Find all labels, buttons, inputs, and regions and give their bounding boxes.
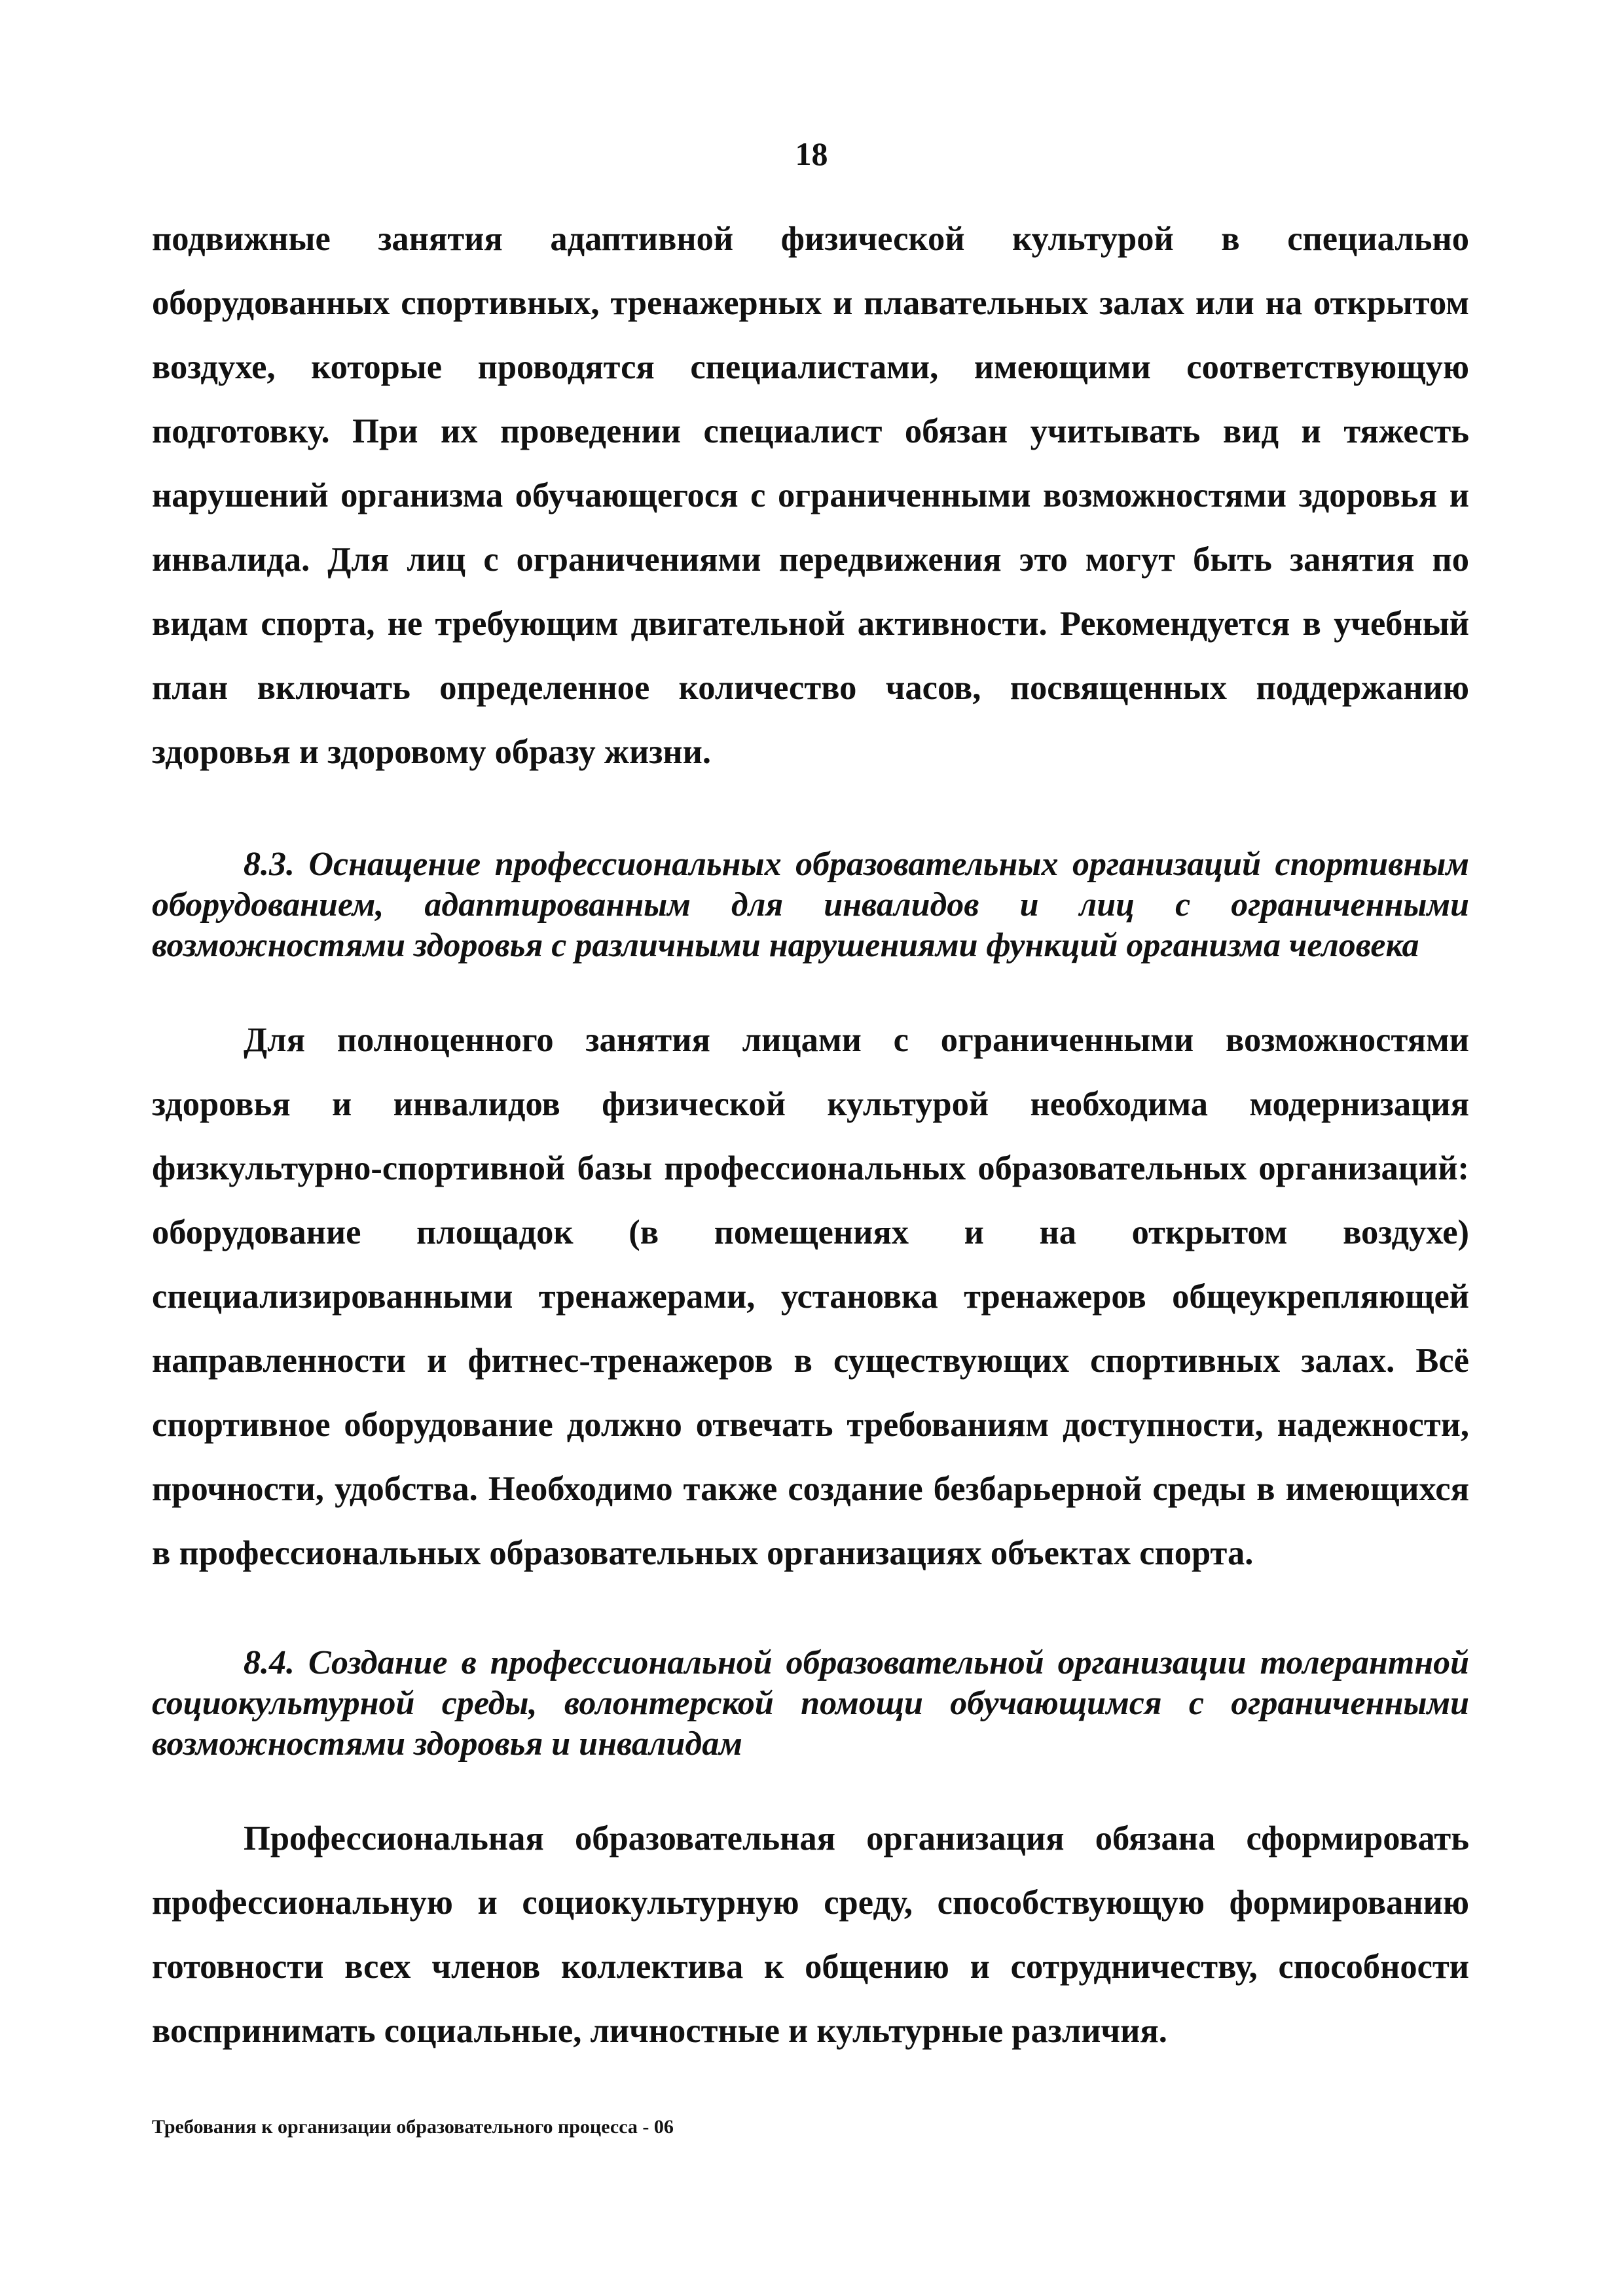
- section-heading-8-3: 8.3. Оснащение профессиональных образовательных организаций спортивным оборудованием, адаптированным для инвалидов и лиц с ограниченными возможностями здоровья с различными нарушениями функций организма человека: [152, 846, 1469, 964]
- section-heading-8-4: 8.4. Создание в профессиональной образовательной организации толерантной социокультурной среды, волонтерской помощи обучающимся с ограниченными возможностями здоровья и инвалидам: [152, 1644, 1469, 1763]
- paragraph-8-4: Профессиональная образовательная организация обязана сформировать профессиональную и социокультурную среду, способствующую формированию готовности всех членов коллектива к общению и сотрудничеству, способности воспринимать социальные, личностные и культурные различия.: [152, 1820, 1469, 2050]
- paragraph-8-3: Для полноценного занятия лицами с ограниченными возможностями здоровья и инвалидов физической культурой необходима модернизация физкультурно-спортивной базы профессиональных образовательных организаций: оборудование площадок (в помещениях и на открытом воздухе) специализированными тренажерами, установка тренажеров общеукрепляющей направленности и фитнес-тренажеров в существующих спортивных залах. Всё спортивное оборудование должно отвечать требованиям доступности, надежности, прочности, удобства. Необходимо также создание безбарьерной среды в имеющихся в профессиональных образовательных организациях объектах спорта.: [152, 1021, 1469, 1572]
- page-number: 18: [795, 135, 828, 172]
- document-footer: Требования к организации образовательного процесса - 06: [152, 2116, 674, 2138]
- paragraph-continuation: подвижные занятия адаптивной физической культурой в специально оборудованных спортивных, тренажерных и плавательных залах или на открытом воздухе, которые проводятся специалистами, имеющими соответствующую подготовку. При их проведении специалист обязан учитывать вид и тяжесть нарушений организма обучающегося с ограниченными возможностями здоровья и инвалида. Для лиц с ограничениями передвижения это могут быть занятия по видам спорта, не требующим двигательной активности. Рекомендуется в учебный план включать определенное количество часов, посвященных поддержанию здоровья и здоровому образу жизни.: [152, 220, 1469, 771]
